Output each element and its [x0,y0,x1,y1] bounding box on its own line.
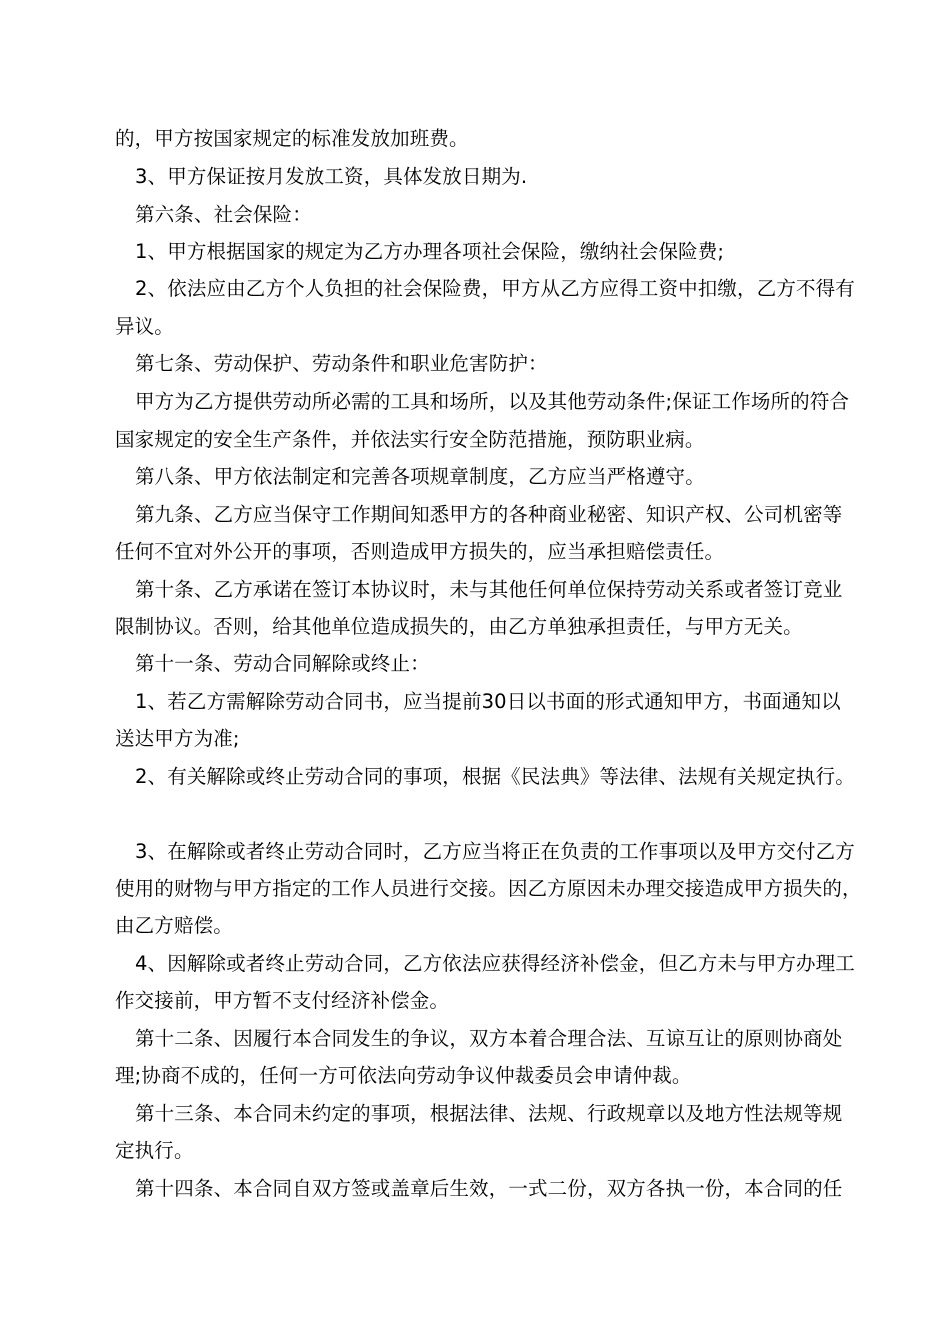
text-line: 送达甲方为准; [115,727,240,750]
text-line: 作交接前，甲方暂不支付经济补偿金。 [115,989,450,1012]
text-line: 第十三条、本合同未约定的事项，根据法律、法规、行政规章以及地方性法规等规 [135,1102,843,1125]
text-line: 第八条、甲方依法制定和完善各项规章制度，乙方应当严格遵守。 [135,465,705,488]
text-line: 第十一条、劳动合同解除或终止： [135,652,430,675]
text-line: 限制协议。否则，给其他单位造成损失的，由乙方单独承担责任，与甲方无关。 [115,615,803,638]
text-line: 国家规定的安全生产条件，并依法实行安全防范措施，预防职业病。 [115,428,705,451]
text-line: 理;协商不成的，任何一方可依法向劳动争议仲裁委员会申请仲裁。 [115,1064,692,1087]
text-line: 甲方为乙方提供劳动所必需的工具和场所，以及其他劳动条件;保证工作场所的符合 [135,390,850,413]
text-line: 第十二条、因履行本合同发生的争议，双方本着合理合法、互谅互让的原则协商处 [135,1027,843,1050]
text-line: 第九条、乙方应当保守工作期间知悉甲方的各种商业秘密、知识产权、公司机密等 [135,503,843,526]
text-line: 第七条、劳动保护、劳动条件和职业危害防护： [135,352,548,375]
text-line: 第十条、乙方承诺在签订本协议时，未与其他任何单位保持劳动关系或者签订竞业 [135,578,843,601]
text-line: 2、依法应由乙方个人负担的社会保险费，甲方从乙方应得工资中扣缴，乙方不得有 [135,277,855,300]
text-line: 定执行。 [115,1139,194,1162]
text-line: 使用的财物与甲方指定的工作人员进行交接。因乙方原因未办理交接造成甲方损失的， [115,877,862,900]
text-line: 第六条、社会保险： [135,203,312,226]
text-line: 1、若乙方需解除劳动合同书，应当提前30日以书面的形式通知甲方，书面通知以 [135,690,841,713]
text-line: 第十四条、本合同自双方签或盖章后生效，一式二份，双方各执一份，本合同的任 [135,1177,843,1200]
text-line: 任何不宜对外公开的事项，否则造成甲方损失的，应当承担赔偿责任。 [115,540,725,563]
text-line: 3、在解除或者终止劳动合同时，乙方应当将正在负责的工作事项以及甲方交付乙方 [135,840,855,863]
text-line: 3、甲方保证按月发放工资，具体发放日期为. [135,165,528,188]
text-line: 由乙方赔偿。 [115,914,233,937]
text-line: 1、甲方根据国家的规定为乙方办理各项社会保险，缴纳社会保险费; [135,240,725,263]
text-line: 的，甲方按国家规定的标准发放加班费。 [115,127,469,150]
text-line: 2、有关解除或终止劳动合同的事项，根据《民法典》等法律、法规有关规定执行。 [135,765,855,788]
text-line: 4、因解除或者终止劳动合同，乙方依法应获得经济补偿金，但乙方未与甲方办理工 [135,952,855,975]
text-line: 异议。 [115,315,174,338]
